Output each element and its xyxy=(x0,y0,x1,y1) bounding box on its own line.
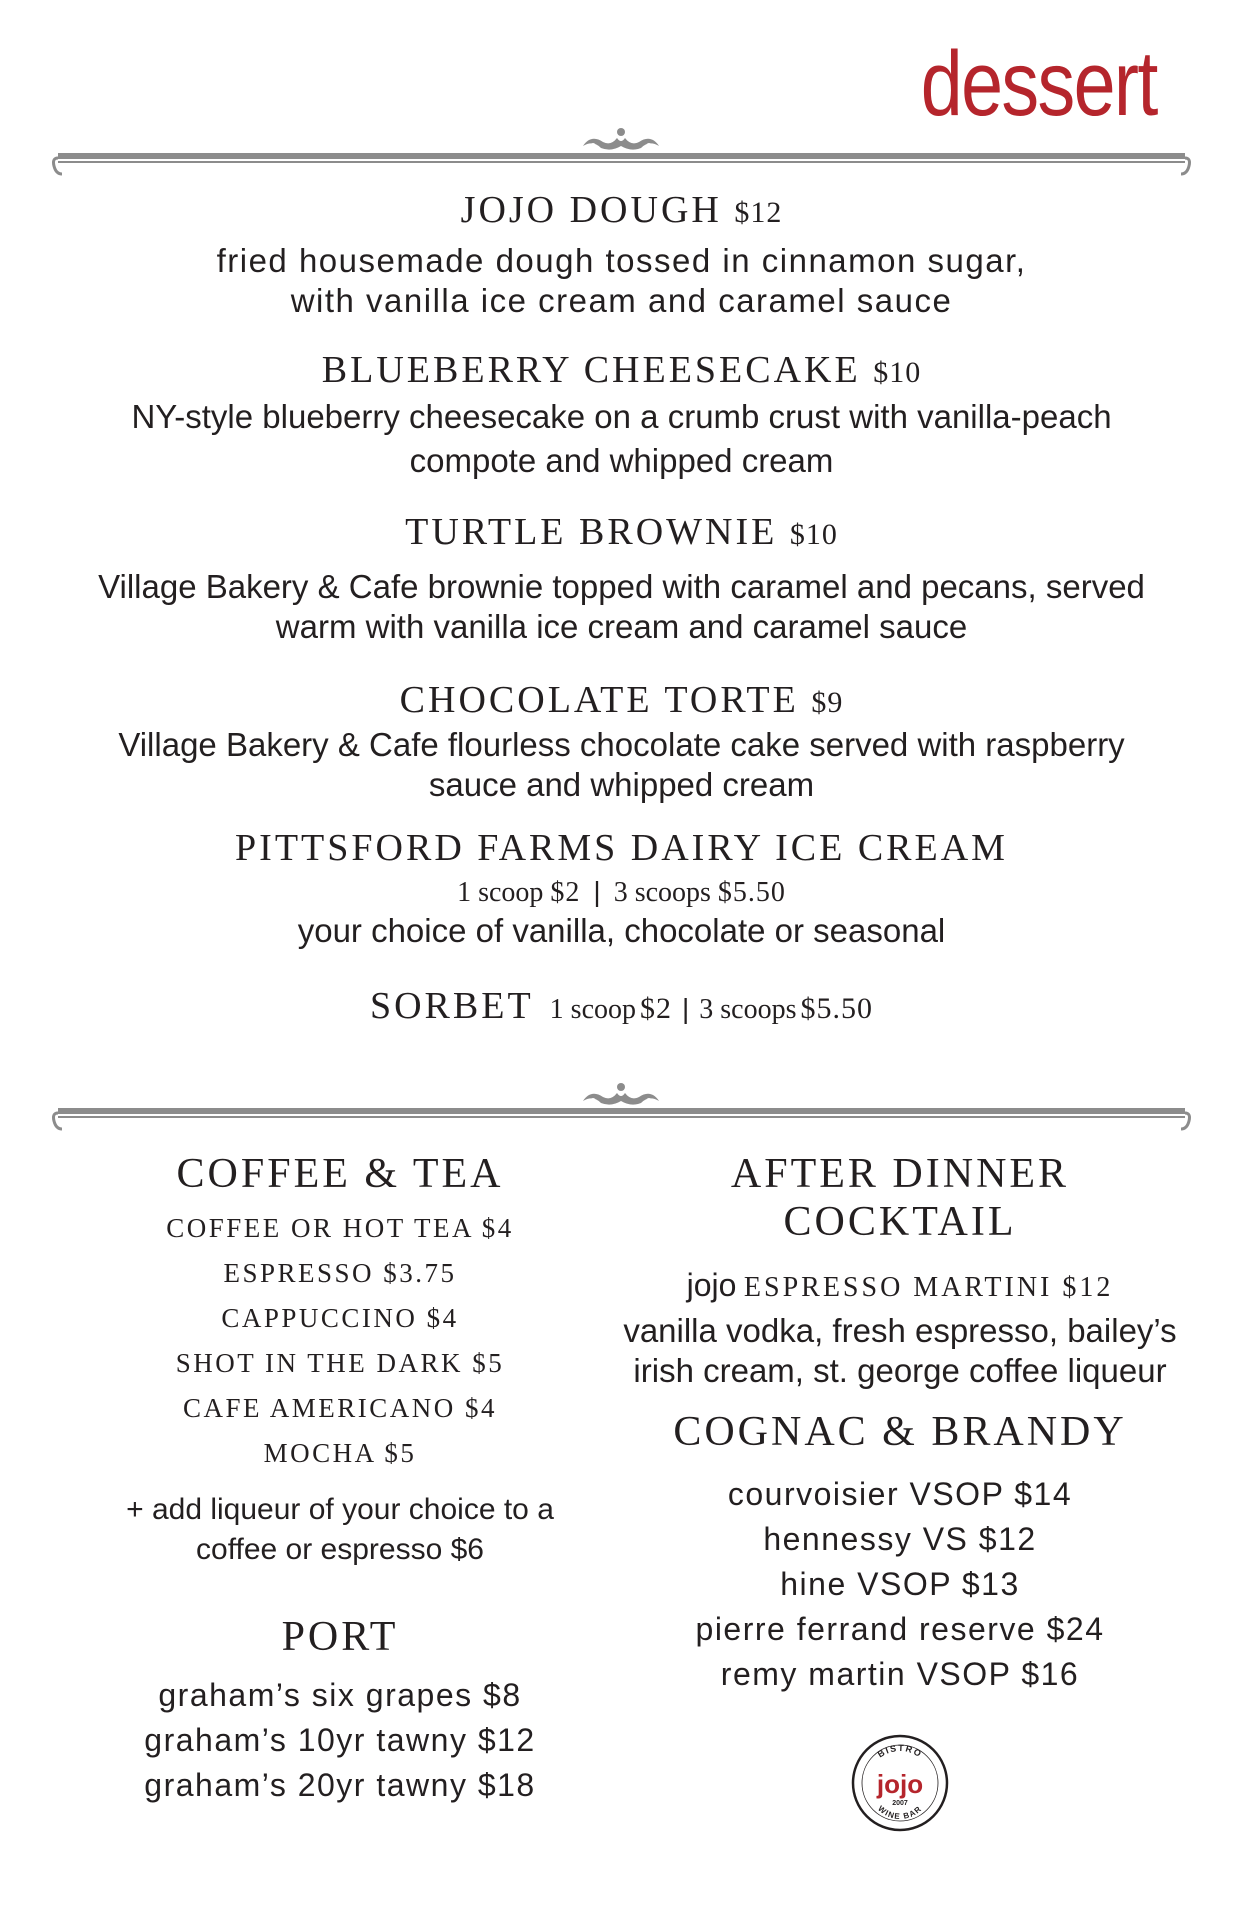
section-heading: COGNAC & BRANDY xyxy=(673,1409,1127,1455)
separator: | xyxy=(593,876,601,907)
scoop-price: $5.50 xyxy=(800,992,874,1025)
separator: | xyxy=(682,993,690,1024)
menu-item-sorbet xyxy=(50,984,1193,1028)
menu-item-ice-cream xyxy=(50,826,1193,951)
menu-item-turtle-brownie xyxy=(50,510,1193,647)
ornamental-divider xyxy=(50,1075,1193,1135)
port-section xyxy=(90,1613,590,1808)
item-price: $12 xyxy=(734,196,783,229)
menu-item-jojo-dough xyxy=(50,188,1193,321)
item-description: Village Bakery & Cafe flourless chocolate cake served with raspberry xyxy=(118,726,1125,763)
item-description: compote and whipped cream xyxy=(409,442,834,479)
page-title: dessert xyxy=(921,33,1157,135)
cocktail-section xyxy=(610,1150,1190,1391)
scoop-price: $2 xyxy=(640,992,672,1025)
list-item: CAPPUCCINO $4 xyxy=(221,1303,459,1333)
scoop-qty: 1 scoop xyxy=(457,877,544,908)
item-price: $10 xyxy=(873,356,922,389)
scoop-qty: 1 scoop xyxy=(549,994,636,1025)
logo-main-text: jojo xyxy=(876,1769,924,1799)
item-name: JOJO DOUGH xyxy=(460,189,722,231)
section-heading: COFFEE & TEA xyxy=(176,1151,504,1197)
list-item: remy martin VSOP $16 xyxy=(720,1656,1080,1692)
item-description: vanilla vodka, fresh espresso, bailey’s xyxy=(623,1312,1177,1349)
list-item: SHOT IN THE DARK $5 xyxy=(175,1348,505,1378)
coffee-tea-section xyxy=(90,1150,590,1570)
menu-item-blueberry-cheesecake xyxy=(50,348,1193,481)
scoop-qty: 3 scoops xyxy=(613,877,711,908)
item-description: with vanilla ice cream and caramel sauce xyxy=(290,282,953,319)
item-description: fried housemade dough tossed in cinnamon sugar, xyxy=(216,242,1027,279)
item-description: sauce and whipped cream xyxy=(428,766,815,803)
list-item: COFFEE OR HOT TEA $4 xyxy=(166,1213,514,1243)
item-description: your choice of vanilla, chocolate or seasonal xyxy=(297,912,946,949)
item-description: Village Bakery & Cafe brownie topped with caramel and pecans, served xyxy=(98,568,1145,605)
list-item: pierre ferrand reserve $24 xyxy=(695,1611,1105,1647)
bistro-jojo-logo xyxy=(850,1733,950,1833)
item-name: SORBET xyxy=(369,985,534,1027)
item-price: $9 xyxy=(811,686,844,719)
brand-name: jojo xyxy=(686,1267,737,1303)
item-name: CHOCOLATE TORTE xyxy=(399,679,799,721)
item-name: TURTLE BROWNIE xyxy=(405,511,778,553)
ornamental-divider xyxy=(50,120,1193,180)
item-name: PITTSFORD FARMS DAIRY ICE CREAM xyxy=(235,827,1008,869)
list-item: courvoisier VSOP $14 xyxy=(727,1476,1073,1512)
scoop-price: $2 xyxy=(550,877,581,908)
item-name: ESPRESSO MARTINI $12 xyxy=(743,1272,1114,1303)
list-item: hennessy VS $12 xyxy=(763,1521,1037,1557)
item-name: BLUEBERRY CHEESECAKE xyxy=(321,349,861,391)
cognac-section xyxy=(610,1408,1190,1697)
scoop-price: $5.50 xyxy=(717,877,786,908)
list-item: graham’s 10yr tawny $12 xyxy=(144,1722,536,1758)
item-description: warm with vanilla ice cream and caramel sauce xyxy=(275,608,968,645)
logo-top-text: BISTRO xyxy=(875,1742,925,1760)
scoop-qty: 3 scoops xyxy=(699,994,797,1025)
list-item: ESPRESSO $3.75 xyxy=(223,1258,457,1288)
logo-bottom-text: WINE BAR xyxy=(876,1803,924,1822)
section-heading: PORT xyxy=(281,1614,399,1660)
list-item: graham’s six grapes $8 xyxy=(158,1677,522,1713)
section-heading: AFTER DINNER COCKTAIL xyxy=(730,1151,1070,1245)
item-description: NY-style blueberry cheesecake on a crumb crust with vanilla-peach xyxy=(131,398,1112,435)
item-description: irish cream, st. george coffee liqueur xyxy=(633,1352,1167,1389)
list-item: hine VSOP $13 xyxy=(780,1566,1020,1602)
note: + add liqueur of your choice to a xyxy=(126,1493,554,1526)
list-item: CAFE AMERICANO $4 xyxy=(182,1393,498,1423)
menu-item-chocolate-torte xyxy=(50,678,1193,805)
logo-year: 2007 xyxy=(892,1800,908,1807)
list-item: graham’s 20yr tawny $18 xyxy=(144,1767,536,1803)
list-item: MOCHA $5 xyxy=(263,1438,417,1468)
item-price: $10 xyxy=(789,518,838,551)
note: coffee or espresso $6 xyxy=(196,1533,484,1566)
